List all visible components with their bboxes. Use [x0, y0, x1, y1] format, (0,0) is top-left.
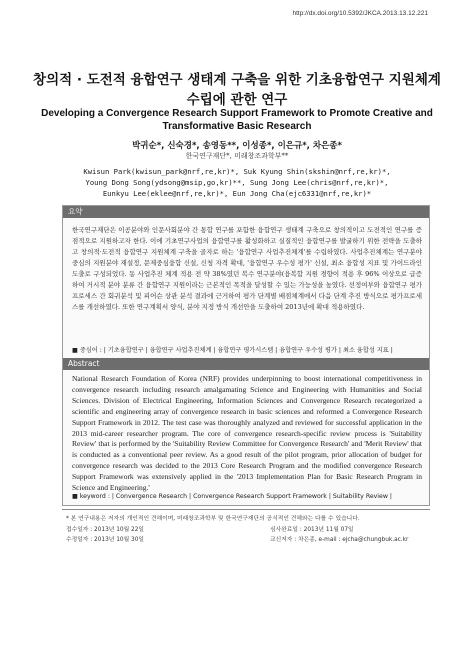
abstract-korean-body: 한국연구재단은 이공분야와 인문사회분야 간 통합 연구를 포함한 융합연구 생태계 구축으로 창의적이고 도전적인 연구를 증점적으로 지원하고자 한다. 이에 기초연구사업의 융합연구를 활성화하고 실질적인 융합연구를 발굴하기 위한 전략을 도출하고 창의적·도전적 융합연구 지원체계 구축을 골자로 하는 '융합연구 사업추진체계'를 수립하였다. 사업추진체계는 연구분야 중심의 지원분야 재설정, 문제중심융합 신설, 신청 자격 확대, '융합연구 우수성 평가' 신설, 최소 융합성 지표 및 가이드라인 도출로 구성되었다. 동 사업추진 체계 적용 전 약 38%였던 복수 연구분야(융복합 지원 경향이 적용 후 96% 이상으로 급증하여 거시적 분야 분류 간 융합연구 지원이라는 근본적인 목적을 달성할 수 있는 가능성을 높였다. 선정여부와 융합연구 평가 프로세스 간 회귀분석 및 피어슨 상관 분석 결과에 근거하여 평가 단계별 배점체계에서 다음 단계 추진 방식으로 평가프로세스를 개선하였다. 또한 연구계획서 양식, 분야 지정 방식 개선안을 도출하여 2013년에 확대 적용하였다.	[72, 226, 422, 311]
title-english-line1: Developing a Convergence Research Support Framework to Promote Creative and	[41, 108, 433, 119]
title-korean-line2: 수립에 관한 연구	[186, 92, 288, 108]
authors-korean: 박귀순*, 신숙경*, 송영동**, 이성종*, 이은규*, 차은종*	[132, 141, 342, 151]
review-complete-date: 심사완료일 : 2013년 11월 07일	[270, 527, 354, 533]
abstract-korean-heading: 요약	[63, 206, 429, 218]
abstract-english-body: National Research Foundation of Korea (NRF) provides underpinning to boost international competitiveness in convergence research including research amalgamating Science and Engineering with Humanities and Social Sciences. Division of Electrical Engineering, Information Sciences and Convergence Research recategorized a scientific and engineering array of convergence research in basic sciences and reformed a Convergence Research Support Framework in 2012. The test case was thoroughly analyzed and reviewed for successful application in the 2013 mid-career researcher program. The core of convergence research-specific review process is 'Suitability Review' that is performed by the 'Suitability Review Committee for Convergence Research' and 'Merit Review' that is conducted as a conventional peer review. As a good result of the pilot program, prior allocation of budget for convergence research was decided to the 2013 Core Research Program and the modified convergence Research Support Framework was extensively applied in the '2013 Implementation Plan for Basic Research Program in Science and Engineering.'	[72, 374, 422, 493]
authors-english-line3: Eunkyu Lee(eklee@nrf,re,kr)*, Eun Jong Cha(ejc6331@nrf,re,kr)*	[102, 189, 372, 198]
abstract-box	[62, 205, 430, 506]
affiliation-korean: 한국연구재단*, 미래창조과학부**	[185, 152, 289, 160]
corresponding-author: 교신저자 : 차은종, e-mail : ejcha@chungbuk.ac.kr	[270, 537, 409, 543]
keywords-korean: ■ 중심어 : | 기초융합연구 | 융합연구 사업추진체계 | 융합연구 평가시스템 | 융합연구 우수성 평가 | 최소 융합성 지표 |	[72, 347, 393, 354]
revised-date: 수정일자 : 2013년 10월 30일	[66, 537, 145, 543]
footnote: * 본 연구내용은 저자의 개인적인 견해이며, 미래창조과학부 및 한국연구재단의 공식적인 견해와는 다를 수 있습니다.	[66, 516, 360, 522]
keywords-english: ■ keyword : | Convergence Research | Convergence Research Support Framework | Suitability Review |	[72, 493, 392, 500]
footnote-divider	[62, 509, 430, 510]
authors-english-line2: Young Dong Song(ydsong@msip,go,kr)**, Sung Jong Lee(chris@nrf,re,kr)*,	[85, 178, 389, 187]
abstract-english-heading: Abstract	[63, 358, 429, 370]
title-english-line2: Transformative Basic Research	[162, 121, 312, 132]
title-korean-line1: 창의적 · 도전적 융합연구 생태계 구축을 위한 기초융합연구 지원체계	[33, 72, 441, 88]
doi-link[interactable]: http://dx.doi.org/10.5392/JKCA.2013.13.12.221	[292, 10, 428, 17]
received-date: 접수일자 : 2013년 10월 22일	[66, 527, 145, 533]
authors-english-line1: Kwisun Park(kwisun_park@nrf,re,kr)*, Suk Kyung Shin(skshin@nrf,re,kr)*,	[83, 167, 391, 176]
